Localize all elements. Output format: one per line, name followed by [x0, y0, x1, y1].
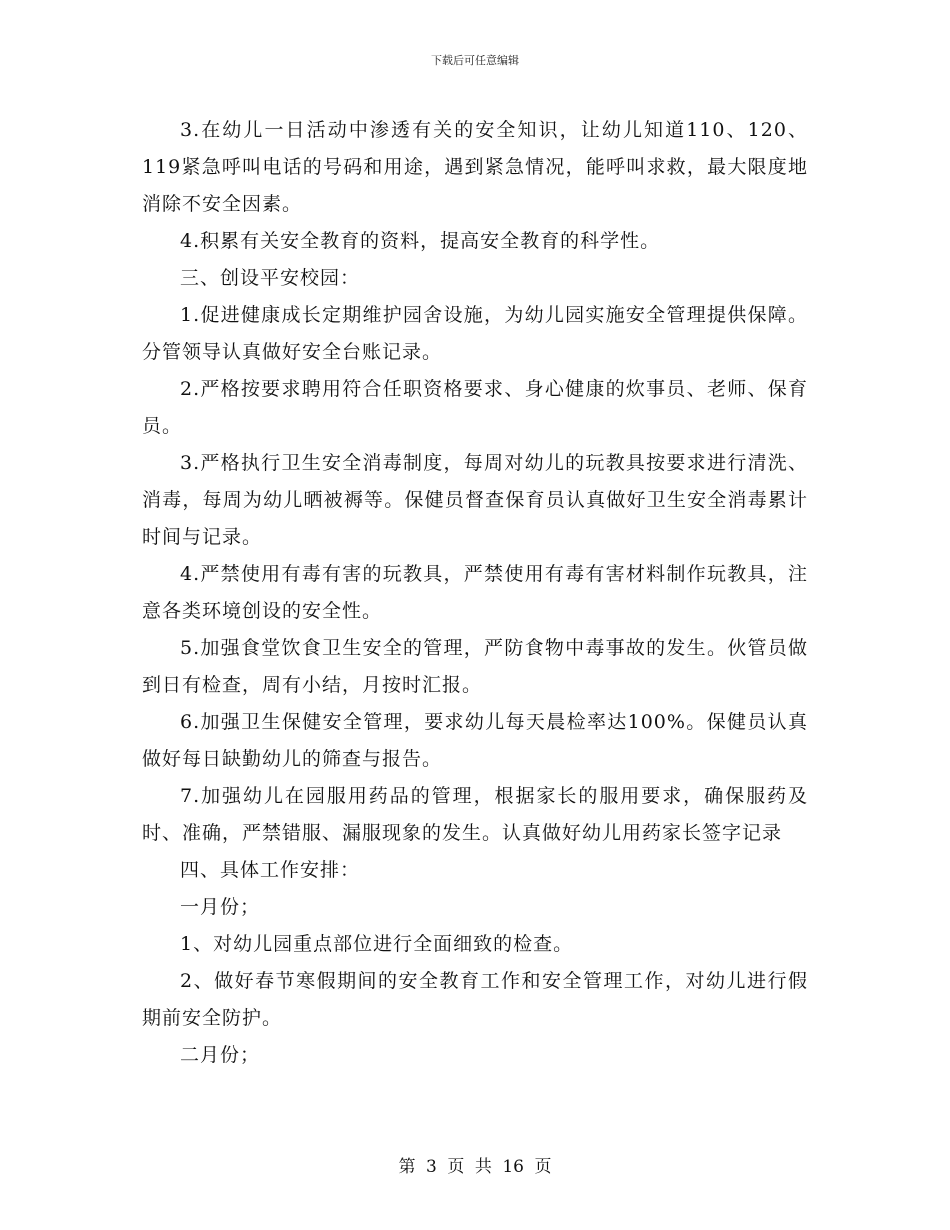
paragraph-1: 3.在幼儿一日活动中渗透有关的安全知识，让幼儿知道110、120、119紧急呼叫电话的号码和用途，遇到紧急情况，能呼叫求救，最大限度地消除不安全因素。 [142, 119, 808, 215]
month-heading-february: 二月份； [180, 1044, 261, 1066]
paragraph-8: 5.加强食堂饮食卫生安全的管理，严防食物中毒事故的发生。伙管员做到日有检查，周有小结，月按时汇报。 [142, 637, 808, 696]
paragraph-2: 4.积累有关安全教育的资料，提高安全教育的科学性。 [180, 230, 661, 252]
paragraph-14: 2、做好春节寒假期间的安全教育工作和安全管理工作，对幼儿进行假期前安全防护。 [142, 970, 808, 1029]
section-heading-3: 三、创设平安校园： [180, 267, 361, 289]
paragraph-7: 4.严禁使用有毒有害的玩教具，严禁使用有毒有害材料制作玩教具，注意各类环境创设的安全性。 [142, 563, 808, 622]
paragraph-6: 3.严格执行卫生安全消毒制度，每周对幼儿的玩教具按要求进行清洗、消毒，每周为幼儿晒被褥等。保健员督查保育员认真做好卫生安全消毒累计时间与记录。 [142, 452, 808, 548]
paragraph-4: 1.促进健康成长定期维护园舍设施，为幼儿园实施安全管理提供保障。分管领导认真做好安全台账记录。 [142, 304, 808, 363]
section-heading-4: 四、具体工作安排： [180, 859, 361, 881]
paragraph-10: 7.加强幼儿在园服用药品的管理，根据家长的服用要求，确保服药及时、准确，严禁错服、漏服现象的发生。认真做好幼儿用药家长签字记录 [142, 785, 808, 844]
page-number-footer: 第 3 页 共 16 页 [398, 1157, 552, 1177]
paragraph-5: 2.严格按要求聘用符合任职资格要求、身心健康的炊事员、老师、保育员。 [142, 378, 808, 437]
page-header: 下载后可任意编辑 [431, 54, 519, 67]
paragraph-13: 1、对幼儿园重点部位进行全面细致的检查。 [180, 933, 574, 955]
document-body [142, 112, 808, 1074]
month-heading-january: 一月份； [180, 896, 261, 918]
paragraph-9: 6.加强卫生保健安全管理，要求幼儿每天晨检率达100%。保健员认真做好每日缺勤幼儿的筛查与报告。 [142, 711, 808, 770]
